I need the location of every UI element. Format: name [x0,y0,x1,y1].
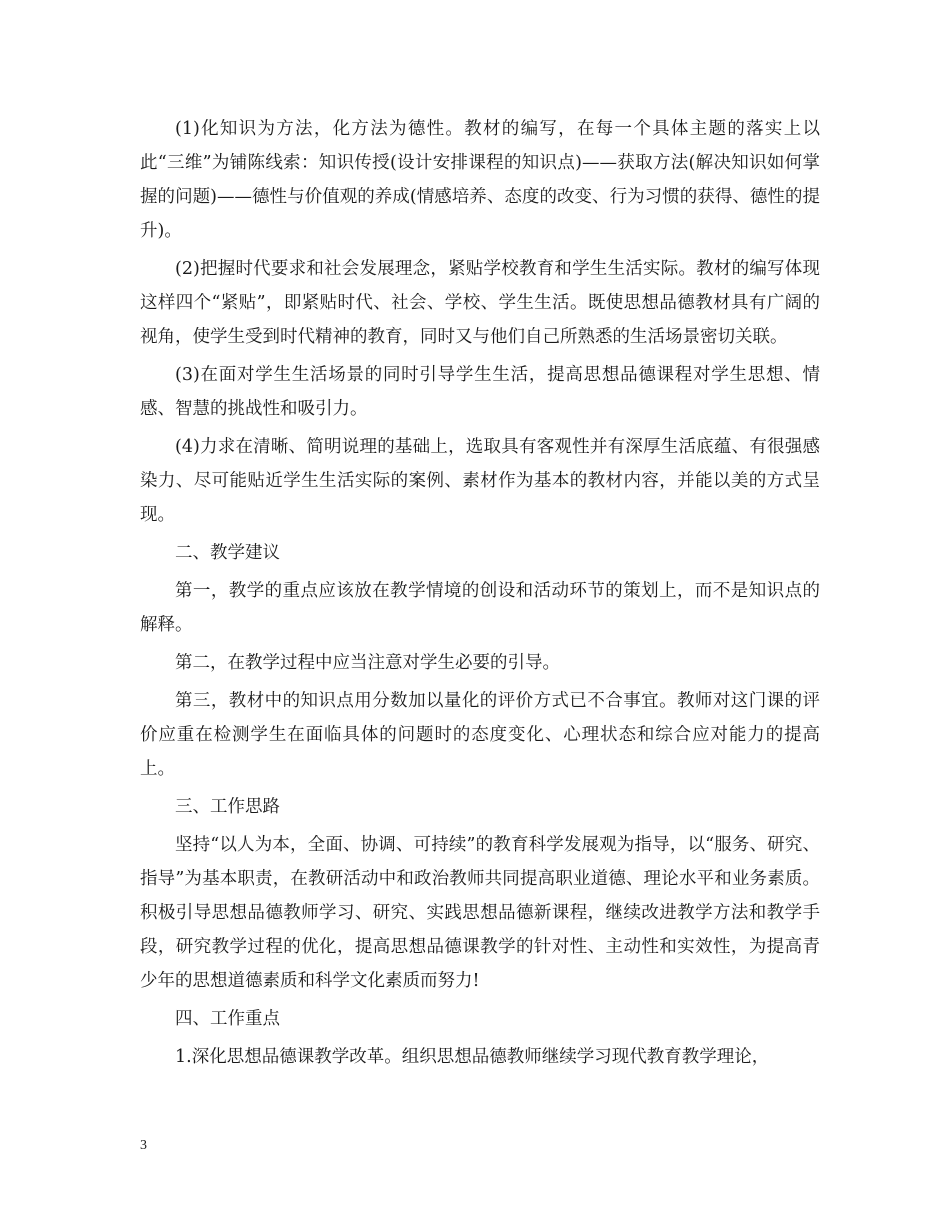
paragraph-work-approach: 坚持“以人为本，全面、协调、可持续”的教育科学发展观为指导，以“服务、研究、指导”为基本职责，在教研活动中和政治教师共同提高职业道德、理论水平和业务素质。积极引导思想品德教师学习、研究、实践思想品德新课程，继续改进教学方法和教学手段，研究教学过程的优化，提高思想品德课教学的针对性、主动性和实效性，为提高青少年的思想道德素质和科学文化素质而努力! [140,835,820,991]
page-number: 3 [140,1138,147,1153]
paragraph-suggestion-1: 第一，教学的重点应该放在教学情境的创设和活动环节的策划上，而不是知识点的解释。 [140,581,820,635]
section-heading-work-approach: 三、工作思路 [175,797,280,817]
page-body [140,112,820,1078]
paragraph-work-focus-1: 1.深化思想品德课教学改革。组织思想品德教师继续学习现代教育教学理论， [175,1047,770,1067]
paragraph-1: (1)化知识为方法，化方法为德性。教材的编写，在每一个具体主题的落实上以此“三维”为铺陈线索：知识传授(设计安排课程的知识点)——获取方法(解决知识如何掌握的问题)——德性与价值观的养成(情感培养、态度的改变、行为习惯的获得、德性的提升)。 [140,119,820,241]
section-heading-work-focus: 四、工作重点 [175,1009,280,1029]
paragraph-3: (3)在面对学生生活场景的同时引导学生生活，提高思想品德课程对学生思想、情感、智慧的挑战性和吸引力。 [140,365,820,419]
paragraph-4: (4)力求在清晰、简明说理的基础上，选取具有客观性并有深厚生活底蕴、有很强感染力、尽可能贴近学生生活实际的案例、素材作为基本的教材内容，并能以美的方式呈现。 [140,437,820,525]
paragraph-2: (2)把握时代要求和社会发展理念，紧贴学校教育和学生生活实际。教材的编写体现这样四个“紧贴”，即紧贴时代、社会、学校、学生生活。既使思想品德教材具有广阔的视角，使学生受到时代精神的教育，同时又与他们自己所熟悉的生活场景密切关联。 [140,259,820,347]
paragraph-suggestion-2: 第二，在教学过程中应当注意对学生必要的引导。 [175,653,560,673]
section-heading-teaching-suggestions: 二、教学建议 [175,543,280,563]
paragraph-suggestion-3: 第三，教材中的知识点用分数加以量化的评价方式已不合事宜。教师对这门课的评价应重在检测学生在面临具体的问题时的态度变化、心理状态和综合应对能力的提高上。 [140,691,820,779]
